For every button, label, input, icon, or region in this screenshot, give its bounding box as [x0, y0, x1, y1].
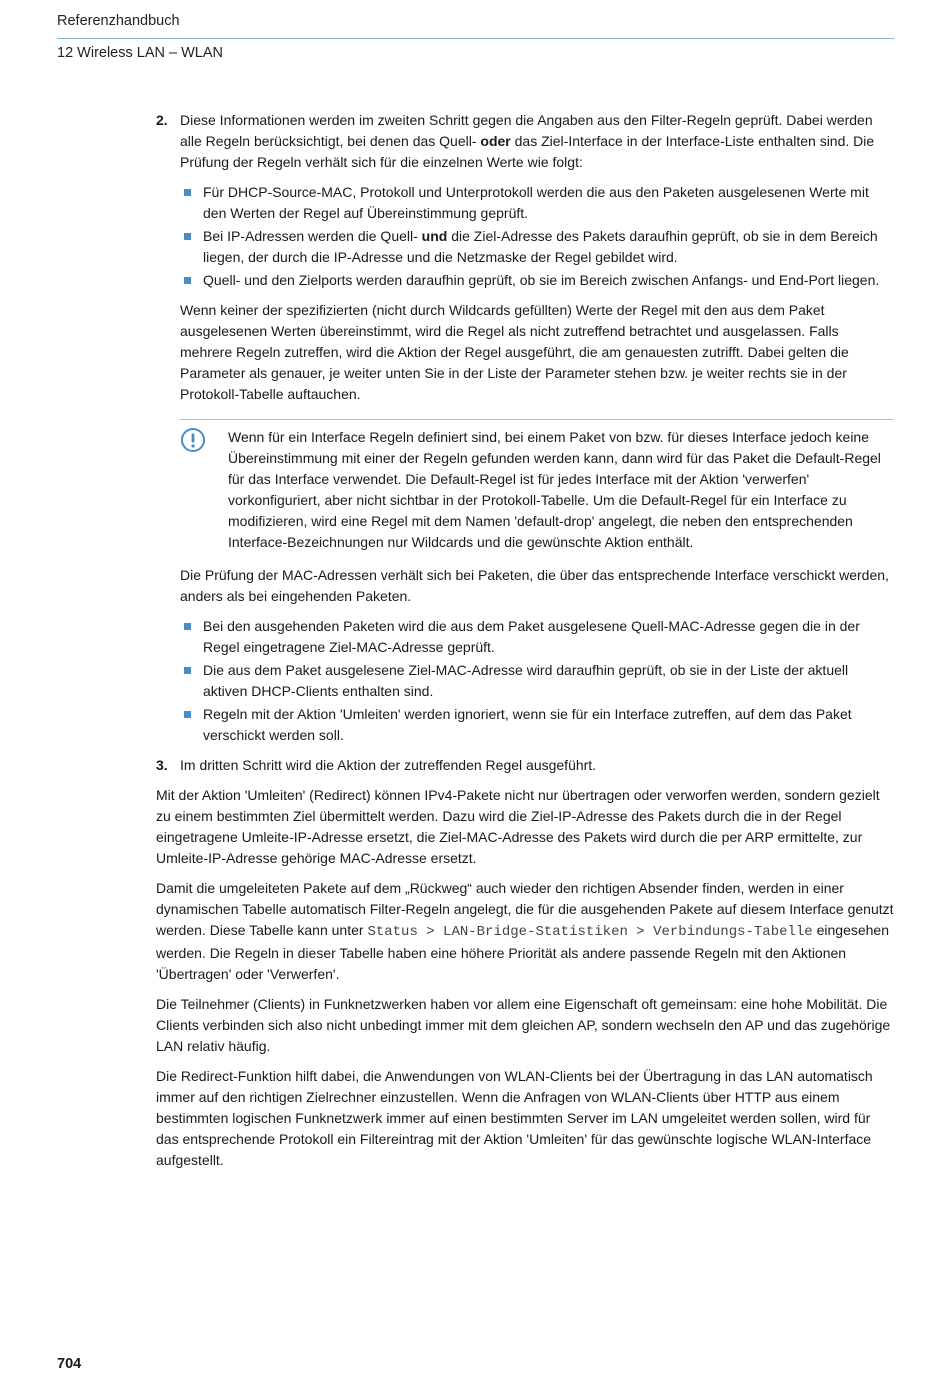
return-path-paragraph: Damit die umgeleiteten Pakete auf dem „Rückweg“ auch wieder den richtigen Absender finden, werden in einer dynamischen Tabelle automatisch Filter-Regeln angelegt, die für die ausgehenden Pakete auf diesem Interface genutzt werden. Diese Tabelle kann unter Status > LAN-Bridge-Statistiken > Verbindungs-Tabelle eingesehen werden. Die Regeln in dieser Tabelle haben eine höhere Priorität als andere passende Regeln mit den Aktionen 'Übertragen' oder 'Verwerfen'. — [156, 880, 894, 982]
mac-paragraph: Die Prüfung der MAC-Adressen verhält sich bei Paketen, die über das entsprechende Interface verschickt werden, anders als bei eingehenden Paketen. — [180, 567, 889, 604]
list-item: Für DHCP-Source-MAC, Protokoll und Unterprotokoll werden die aus den Paketen ausgelesenen Werte mit den Werten der Regel auf Übereinstimmung geprüft. — [180, 182, 894, 224]
menu-path: Status > LAN-Bridge-Statistiken > Verbindungs-Tabelle — [367, 924, 813, 940]
step-number: 2. — [156, 112, 168, 128]
list-item: Bei den ausgehenden Paketen wird die aus dem Paket ausgelesene Quell-MAC-Adresse gegen die in der Regel eingetragene Ziel-MAC-Adresse geprüft. — [180, 616, 894, 658]
emphasis-oder: oder — [480, 133, 511, 149]
info-icon — [180, 427, 206, 453]
bullet-icon — [184, 189, 191, 196]
step-3 — [156, 755, 894, 776]
emphasis-und: und — [421, 228, 448, 244]
step-number: 3. — [156, 757, 168, 773]
list-item: Regeln mit der Aktion 'Umleiten' werden ignoriert, wenn sie für ein Interface zutreffen, auf dem das Paket verschickt werden soll. — [180, 704, 894, 746]
step-2-intro: Diese Informationen werden im zweiten Schritt gegen die Angaben aus den Filter-Regeln geprüft. Dabei werden alle Regeln berücksichtigt, bei denen das Quell- oder das Ziel-Interface in der Interface-Liste enthalten sind. Die Prüfung der Regeln verhält sich für die einzelnen Werte wie folgt: — [180, 112, 875, 170]
bullet-icon — [184, 277, 191, 284]
list-item: Bei IP-Adressen werden die Quell- und die Ziel-Adresse des Pakets daraufhin geprüft, ob sie in dem Bereich liegen, der durch die IP-Adresse und die Netzmaske der Regel gebildet wird. — [180, 226, 894, 268]
note-text: Wenn für ein Interface Regeln definiert sind, bei einem Paket von bzw. für dieses Interface jedoch keine Übereinstimmung mit einer der Regeln gefunden werden kann, dann wird für das Paket die Default-Regel für das Interface verwendet. Die Default-Regel ist für jedes Interface mit der Aktion 'verwerfen' vorkonfiguriert, aber nicht sichtbar in der Protokoll-Tabelle. Um die Default-Regel für ein Interface zu modifizieren, wird eine Regel mit dem Namen 'default-drop' angelegt, die neben den entsprechenden Interface-Bezeichnungen nur Wildcards und die gewünschte Aktion enthält. — [228, 429, 881, 550]
bullet-icon — [184, 623, 191, 630]
bullet-icon — [184, 711, 191, 718]
bullet-icon — [184, 233, 191, 240]
chapter-title: 12 Wireless LAN – WLAN — [57, 45, 223, 61]
document-title: Referenzhandbuch — [57, 13, 180, 29]
list-item: Quell- und den Zielports werden daraufhin geprüft, ob sie im Bereich zwischen Anfangs- und End-Port liegen. — [180, 270, 894, 291]
step-3-text: Im dritten Schritt wird die Aktion der zutreffenden Regel ausgeführt. — [180, 757, 597, 773]
clients-paragraph: Die Teilnehmer (Clients) in Funknetzwerken haben vor allem eine Eigenschaft oft gemeinsam: eine hohe Mobilität. Die Clients verbinden sich also nicht unbedingt immer mit dem gleichen AP, sondern wechseln den AP und das zugehörige LAN relativ häufig. — [156, 996, 891, 1054]
mac-check-list — [180, 616, 894, 746]
page-number: 704 — [57, 1356, 82, 1372]
redirect-paragraph: Mit der Aktion 'Umleiten' (Redirect) können IPv4-Pakete nicht nur übertragen oder verworfen werden, sondern gezielt zu einem bestimmten Ziel übermittelt werden. Dazu wird die Ziel-IP-Adresse des Pakets durch die in der Regel eingetragene Umleite-IP-Adresse ersetzt, die Ziel-MAC-Adresse des Pakets wird durch die per ARP ermittelte, zur Umleite-IP-Adresse gehörige MAC-Adresse ersetzt. — [156, 787, 880, 866]
function-paragraph: Die Redirect-Funktion hilft dabei, die Anwendungen von WLAN-Clients bei der Übertragung in das LAN automatisch immer auf den richtigen Zielrechner einzustellen. Wenn die Anfragen von WLAN-Clients über HTTP aus einem bestimmten logischen Funknetzwerk immer auf einen bestimmten Server im LAN umgeleitet werden sollen, wird für das entsprechende Protokoll ein Filtereintrag mit der Aktion 'Umleiten' für das gewünschte logische WLAN-Interface aufgestellt. — [156, 1068, 873, 1168]
list-item: Die aus dem Paket ausgelesene Ziel-MAC-Adresse wird daraufhin geprüft, ob sie in der Liste der aktuell aktiven DHCP-Clients enthalten sind. — [180, 660, 894, 702]
note-box — [180, 419, 894, 553]
main-content — [156, 110, 894, 1180]
step-2 — [156, 110, 894, 746]
rule-check-list — [180, 182, 894, 291]
header-divider — [57, 38, 894, 39]
bullet-icon — [184, 667, 191, 674]
match-paragraph: Wenn keiner der spezifizierten (nicht durch Wildcards gefüllten) Werte der Regel mit den aus dem Paket ausgelesenen Werten übereinstimmt, wird die Regel als nicht zutreffend betrachtet und ausgelassen. Falls mehrere Regeln zutreffen, wird die Aktion der Regel ausgeführt, die am genauesten zutrifft. Dabei gelten die Parameter als genauer, je weiter unten Sie in der Liste der Parameter stehen bzw. je weiter rechts sie in der Protokoll-Tabelle auftauchen. — [180, 302, 849, 402]
